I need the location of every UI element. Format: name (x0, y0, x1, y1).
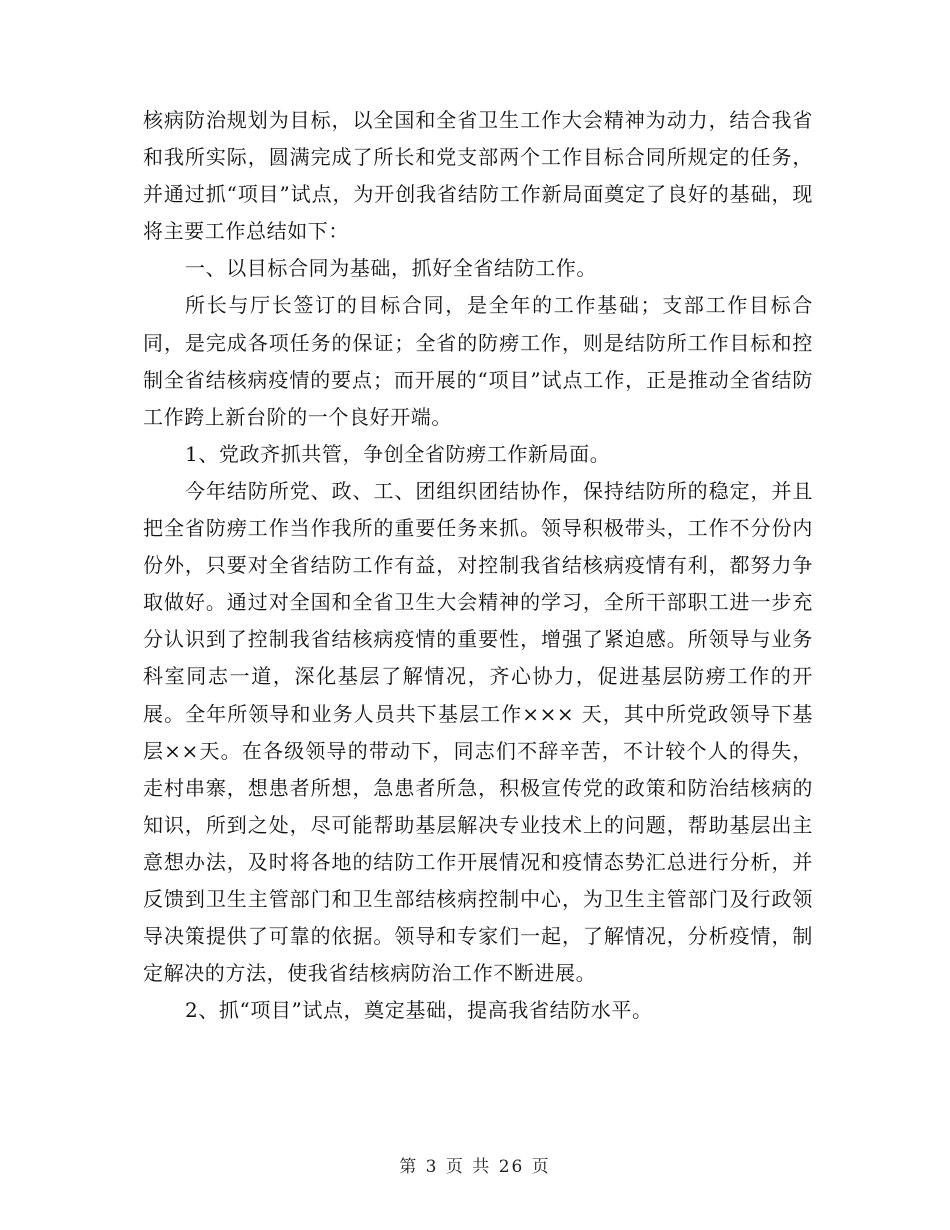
subheading-2: 2、抓“项目”试点，奠定基础，提高我省结防水平。 (185, 998, 653, 1023)
paragraph-party-leadership: 今年结防所党、政、工、团组织团结协作，保持结防所的稳定，并且把全省防痨工作当作我所的重要任务来抓。领导积极带头，工作不分份内份外，只要对全省结防工作有益，对控制我省结核病疫情有利，都努力争取做好。通过对全国和全省卫生大会精神的学习，全所干部职工进一步充分认识到了控制我省结核病疫情的重要性，增强了紧迫感。所领导与业务科室同志一道，深化基层了解情况，齐心协力，促进基层防痨工作的开展。全年所领导和业务人员共下基层工作××× 天，其中所党政领导下基层××天。在各级领导的带动下，同志们不辞辛苦，不计较个人的得失，走村串寨，想患者所想，急患者所急，积极宣传党的政策和防治结核病的知识，所到之处，尽可能帮助基层解决专业技术上的问题，帮助基层出主意想办法，及时将各地的结防工作开展情况和疫情态势汇总进行分析，并反馈到卫生主管部门和卫生部结核病控制中心，为卫生主管部门及行政领导决策提供了可靠的依据。领导和专家们一起，了解情况，分析疫情，制定解决的方法，使我省结核病防治工作不断进展。 (143, 478, 813, 986)
document-body (143, 102, 813, 1029)
paragraph-intro-continuation: 核病防治规划为目标，以全国和全省卫生工作大会精神为动力，结合我省和我所实际，圆满完成了所长和党支部两个工作目标合同所规定的任务，并通过抓“项目”试点，为开创我省结防工作新局面奠定了良好的基础，现将主要工作总结如下： (143, 108, 813, 244)
page-number-footer: 第 3 页 共 26 页 (399, 1157, 551, 1177)
paragraph-target-contract: 所长与厅长签订的目标合同，是全年的工作基础；支部工作目标合同，是完成各项任务的保证；全省的防痨工作，则是结防所工作目标和控制全省结核病疫情的要点；而开展的“项目”试点工作，正是推动全省结防工作跨上新台阶的一个良好开端。 (143, 293, 813, 429)
subheading-1: 1、党政齐抓共管，争创全省防痨工作新局面。 (185, 441, 611, 466)
section-heading-1: 一、以目标合同为基础，抓好全省结防工作。 (185, 256, 597, 281)
